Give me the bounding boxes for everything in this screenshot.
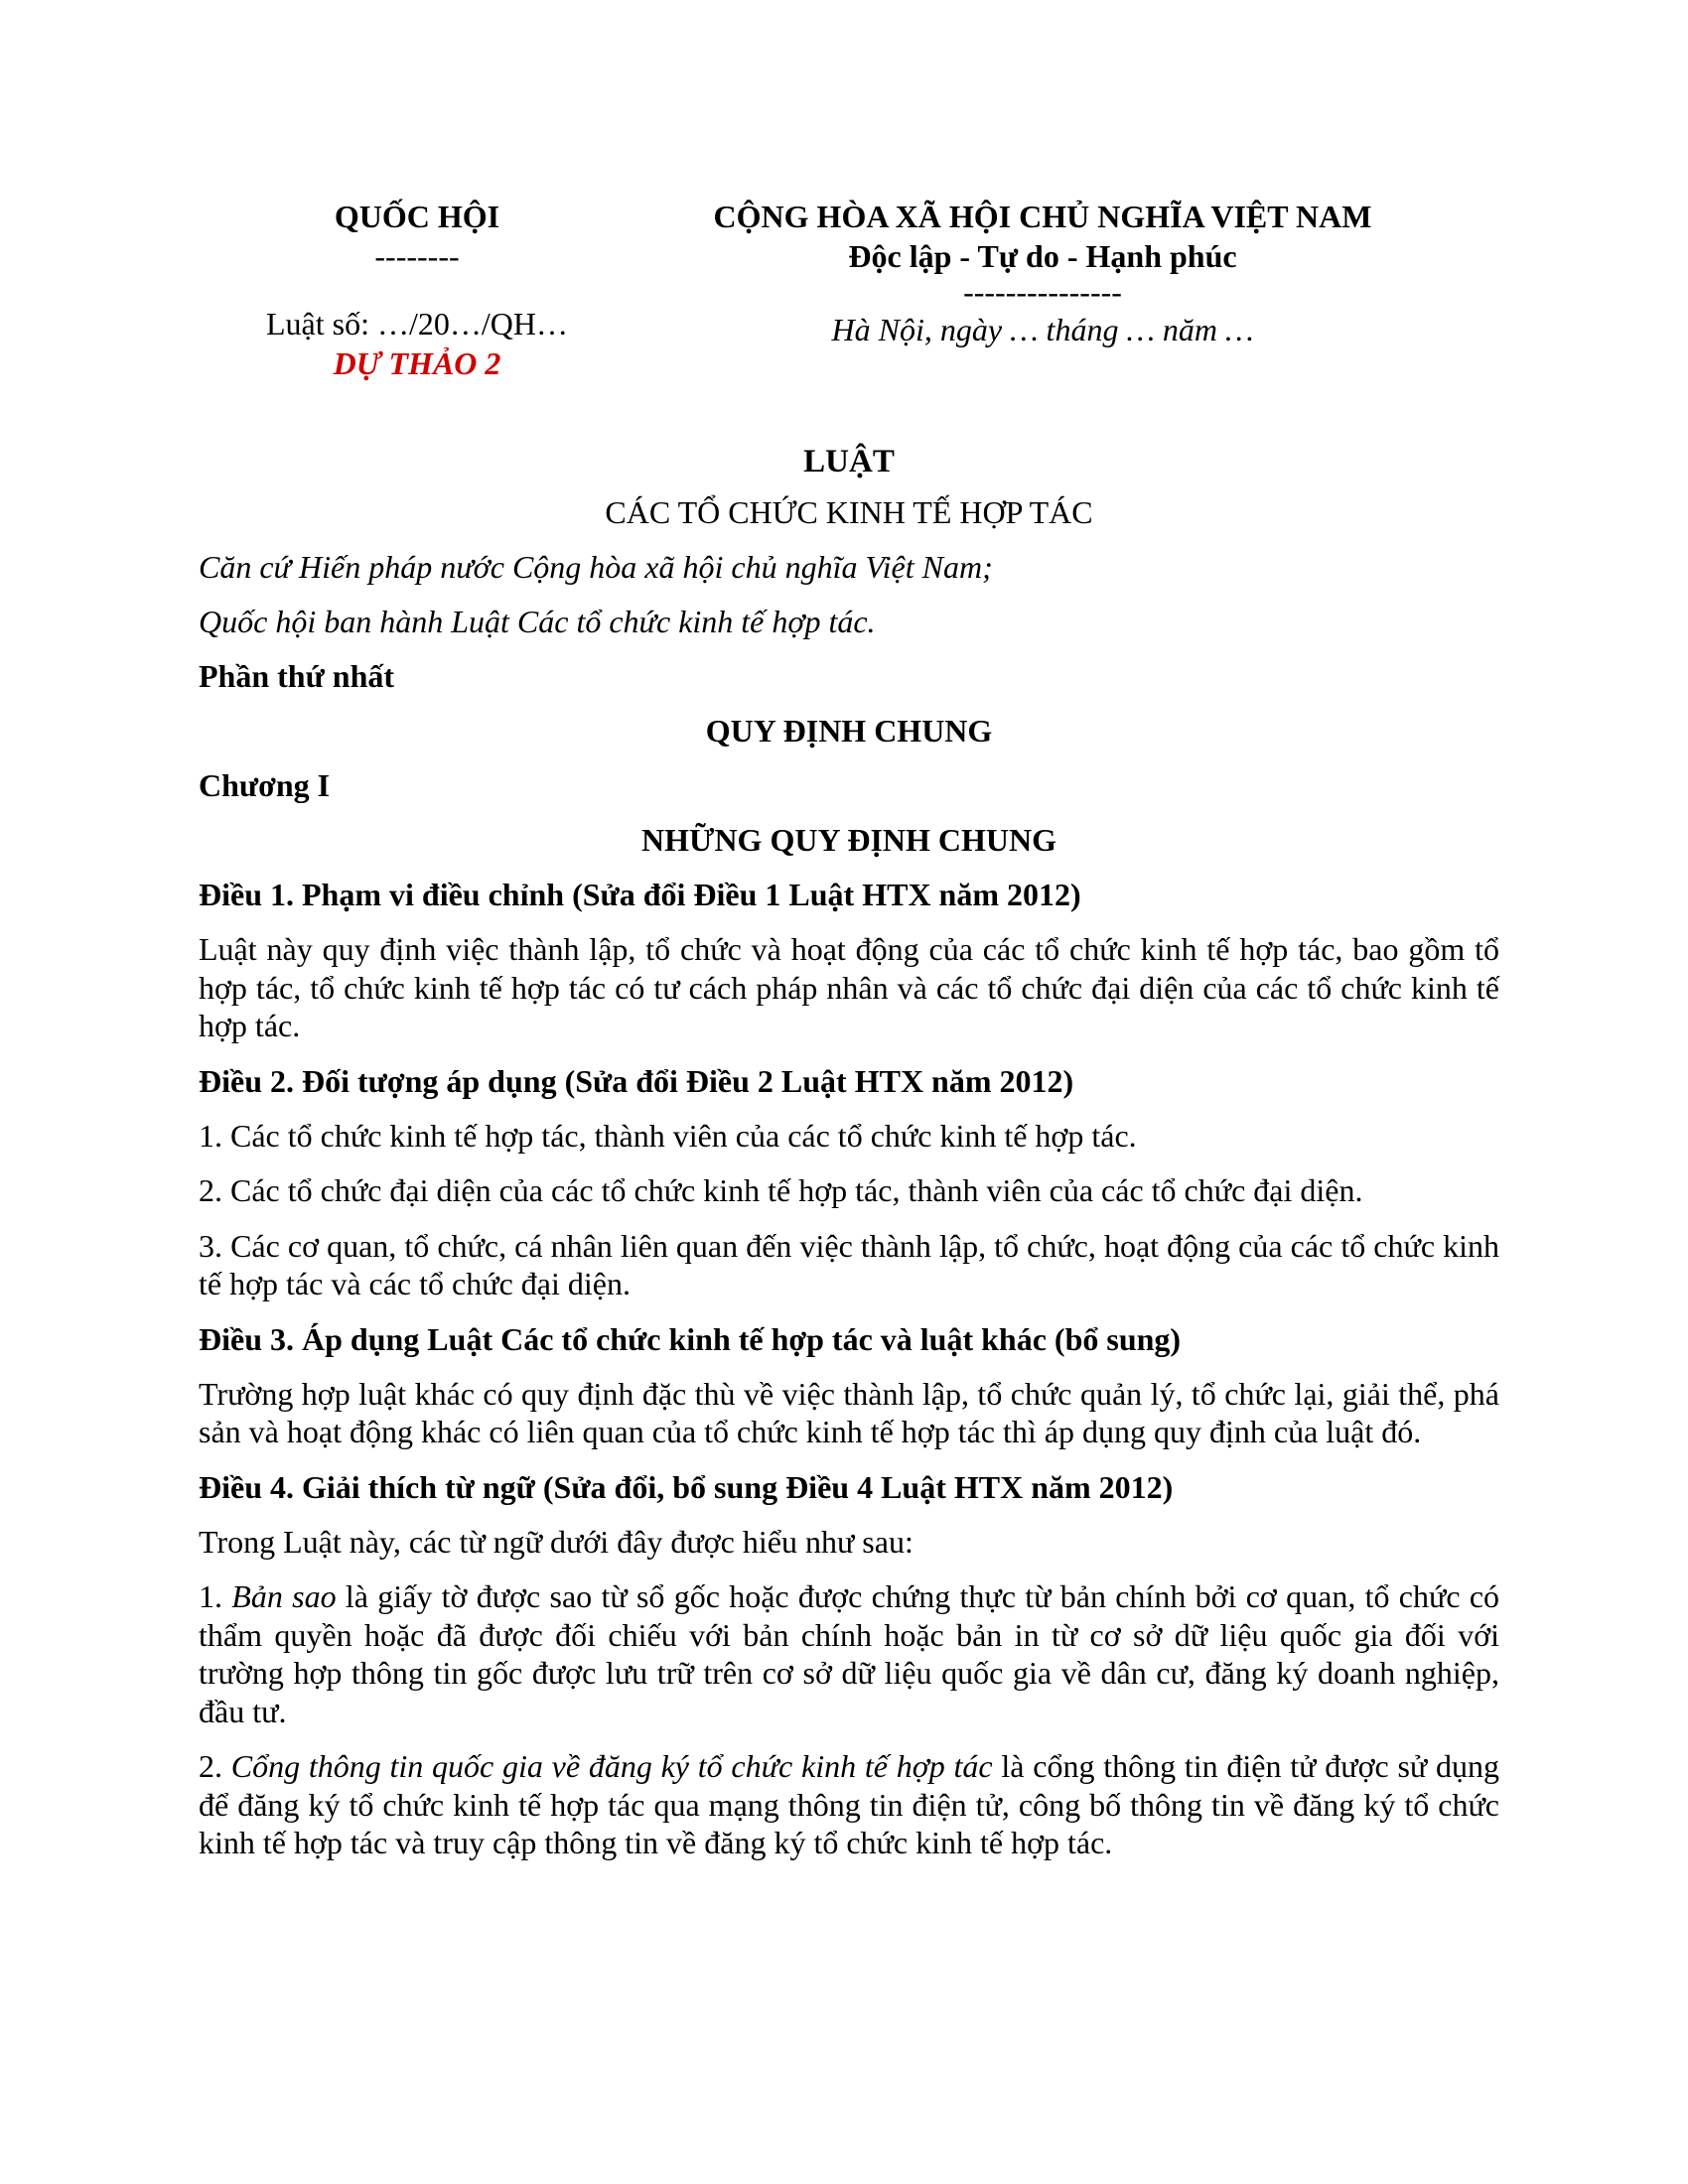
article-1-heading: Điều 1. Phạm vi điều chỉnh (Sửa đổi Điều 1 Luật HTX năm 2012): [199, 877, 1081, 912]
part-label: Phần thứ nhất: [199, 658, 395, 694]
definition-2-number: 2.: [199, 1748, 222, 1784]
issuer-block: [199, 197, 635, 383]
definition-2: [199, 1747, 1499, 1862]
definition-2-text: là cổng thông tin điện tử được sử dụng để đăng ký tổ chức kinh tế hợp tác qua mạng thông tin điện tử, công bố thông tin về đăng ký tổ chức kinh tế hợp tác và truy cập thông tin về đăng ký tổ chức kinh tế hợp tác.: [199, 1748, 1500, 1860]
article-2-item-3: 3. Các cơ quan, tổ chức, cá nhân liên quan đến việc thành lập, tổ chức, hoạt động của các tổ chức kinh tế hợp tác và các tổ chức đại diện.: [199, 1227, 1499, 1301]
article-3-text: Trường hợp luật khác có quy định đặc thù về việc thành lập, tổ chức quản lý, tổ chức lại, giải thể, phá sản và hoạt động khác có liên quan của tổ chức kinh tế hợp tác thì áp dụng quy định của luật đó.: [199, 1375, 1499, 1449]
article-2-item-2: 2. Các tổ chức đại diện của các tổ chức kinh tế hợp tác, thành viên của các tổ chức đại diện.: [199, 1172, 1363, 1208]
issuer-name: QUỐC HỘI: [334, 199, 500, 234]
chapter-title: NHỮNG QUY ĐỊNH CHUNG: [640, 822, 1057, 858]
document-body: [199, 443, 1499, 1879]
law-name: CÁC TỔ CHỨC KINH TẾ HỢP TÁC: [605, 494, 1093, 530]
article-3-heading: Điều 3. Áp dụng Luật Các tổ chức kinh tế hợp tác và luật khác (bổ sung): [199, 1320, 1182, 1357]
preamble-basis: Căn cứ Hiến pháp nước Cộng hòa xã hội chủ nghĩa Việt Nam;: [199, 549, 993, 585]
definition-1-text: là giấy tờ được sao từ sổ gốc hoặc được chứng thực từ bản chính bởi cơ quan, tổ chức có thẩm quyền hoặc đã được đối chiếu với bản chính hoặc bản in từ cơ sở dữ liệu quốc gia đối với trường hợp thông tin gốc được lưu trữ trên cơ sở dữ liệu quốc gia về dân cư, đăng ký doanh nghiệp, đầu tư.: [199, 1578, 1500, 1729]
motto-divider: ---------------: [963, 274, 1122, 310]
article-4-intro: Trong Luật này, các từ ngữ dưới đây được hiểu như sau:: [199, 1523, 914, 1560]
definition-1-number: 1.: [199, 1578, 222, 1614]
chapter-label: Chương I: [199, 767, 331, 803]
article-1-text: Luật này quy định việc thành lập, tổ chức và hoạt động của các tổ chức kinh tế hợp tác, bao gồm tổ hợp tác, tổ chức kinh tế hợp tác có tư cách pháp nhân và các tổ chức đại diện của các tổ chức kinh tế hợp tác.: [199, 931, 1499, 1043]
article-2-heading: Điều 2. Đối tượng áp dụng (Sửa đổi Điều 2 Luật HTX năm 2012): [199, 1062, 1074, 1099]
part-title: QUY ĐỊNH CHUNG: [705, 713, 993, 749]
article-2-item-1: 1. Các tổ chức kinh tế hợp tác, thành viên của các tổ chức kinh tế hợp tác.: [199, 1117, 1137, 1154]
national-header: [616, 197, 1470, 349]
nation-name: CỘNG HÒA XÃ HỘI CHỦ NGHĨA VIỆT NAM: [713, 199, 1372, 234]
issuer-divider: --------: [374, 238, 460, 274]
definition-1: [199, 1577, 1499, 1730]
article-4-heading: Điều 4. Giải thích từ ngữ (Sửa đổi, bổ sung Điều 4 Luật HTX năm 2012): [199, 1468, 1174, 1505]
preamble-enactment: Quốc hội ban hành Luật Các tổ chức kinh tế hợp tác.: [199, 604, 876, 639]
definition-2-term: Cổng thông tin quốc gia về đăng ký tổ chức kinh tế hợp tác: [230, 1748, 993, 1784]
definition-1-term: Bản sao: [231, 1578, 337, 1614]
draft-label: DỰ THẢO 2: [333, 345, 501, 381]
document-type: LUẬT: [803, 444, 895, 479]
national-motto: Độc lập - Tự do - Hạnh phúc: [848, 238, 1237, 274]
place-and-date: Hà Nội, ngày … tháng … năm …: [831, 312, 1254, 347]
document-number: Luật số: …/20…/QH…: [266, 306, 568, 341]
